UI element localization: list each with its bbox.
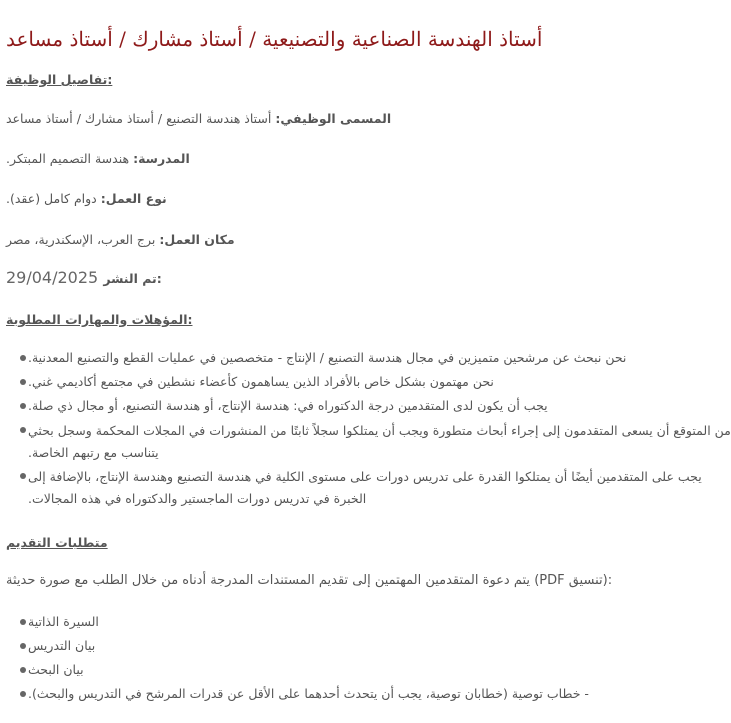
application-intro [6, 573, 612, 588]
qualifications-heading: المؤهلات والمهارات المطلوبة: [6, 312, 193, 327]
field-job-title [6, 111, 391, 126]
bullet-icon [20, 643, 26, 649]
list-item [6, 420, 731, 466]
list-item-text: نحن نبحث عن مرشحين متميزين في مجال هندسة التصنيع / الإنتاج - متخصصين في عمليات القطع والتصنيع المعدنية. [28, 350, 627, 365]
field-location [6, 232, 235, 247]
list-item-text: - خطاب توصية (خطابان توصية، يجب أن يتحدث أحدهما على الأقل عن قدرات المرشح في التدريس والبحث). [28, 686, 589, 701]
field-school [6, 151, 190, 166]
field-label: نوع العمل: [100, 191, 167, 206]
list-item-text: يجب أن يكون لدى المتقدمين درجة الدكتوراه في: هندسة الإنتاج، أو هندسة التصنيع، أو مجال ذي صلة. [28, 398, 548, 413]
posted-date: 29/04/2025 [6, 268, 99, 287]
bullet-icon [20, 667, 26, 673]
list-item-text: بيان التدريس [28, 638, 96, 653]
list-item [6, 612, 731, 636]
field-value: هندسة التصميم المبتكر. [6, 151, 130, 166]
job-title: أستاذ الهندسة الصناعية والتصنيعية / أستاذ مشارك / أستاذ مساعد [6, 27, 543, 51]
list-item-text: نحن مهتمون بشكل خاص بالأفراد الذين يساهمون كأعضاء نشطين في مجتمع أكاديمي غني. [28, 374, 494, 389]
application-heading: متطلبات التقديم [6, 535, 108, 550]
list-item [6, 684, 731, 708]
bullet-icon [20, 619, 26, 625]
field-label: المسمى الوظيفي: [275, 111, 392, 126]
list-item [6, 466, 731, 512]
posted-date-line [6, 268, 162, 287]
details-heading: تفاصيل الوظيفة: [6, 72, 113, 87]
list-item-text-continued: الخبرة في تدريس دورات الماجستير والدكتوراه في هذه المجالات. [28, 491, 367, 506]
field-job-type [6, 191, 167, 206]
list-item-text: يجب على المتقدمين أيضًا أن يمتلكوا القدرة على تدريس دورات على مستوى الكلية في هندسة التصنيع وهندسة الإنتاج، بالإضافة إلى [28, 469, 702, 484]
list-item [6, 636, 731, 660]
field-value: دوام كامل (عقد). [6, 191, 97, 206]
list-item [6, 348, 731, 372]
field-label: المدرسة: [133, 151, 190, 166]
posted-label: تم النشر: [103, 271, 162, 286]
list-item-text: من المتوقع أن يسعى المتقدمون إلى إجراء أبحاث متطورة ويجب أن يمتلكوا سجلاً ثابتًا من المنشورات في المجلات المحكمة وسجل بحثي [28, 423, 731, 438]
list-item-text-continued: يتناسب مع رتبهم الخاصة. [28, 445, 159, 460]
bullet-icon [20, 403, 26, 409]
list-item [6, 660, 731, 684]
bullet-icon [20, 691, 26, 697]
field-value: أستاذ هندسة التصنيع / أستاذ مشارك / أستاذ مساعد [6, 111, 272, 126]
list-item-text: السيرة الذاتية [28, 614, 99, 629]
bullet-icon [20, 473, 26, 479]
documents-list [6, 612, 731, 708]
list-item [6, 372, 731, 396]
list-item [6, 396, 731, 420]
field-value: برج العرب، الإسكندرية، مصر [6, 232, 156, 247]
application-intro-suffix: (PDF تنسيق): [534, 573, 613, 588]
field-label: مكان العمل: [159, 232, 235, 247]
bullet-icon [20, 379, 26, 385]
bullet-icon [20, 355, 26, 361]
bullet-icon [20, 427, 26, 433]
list-item-text: بيان البحث [28, 662, 84, 677]
qualifications-list [6, 348, 731, 512]
application-intro-text: يتم دعوة المتقدمين المهتمين إلى تقديم المستندات المدرجة أدناه من خلال الطلب مع صورة حديثة [6, 573, 531, 588]
